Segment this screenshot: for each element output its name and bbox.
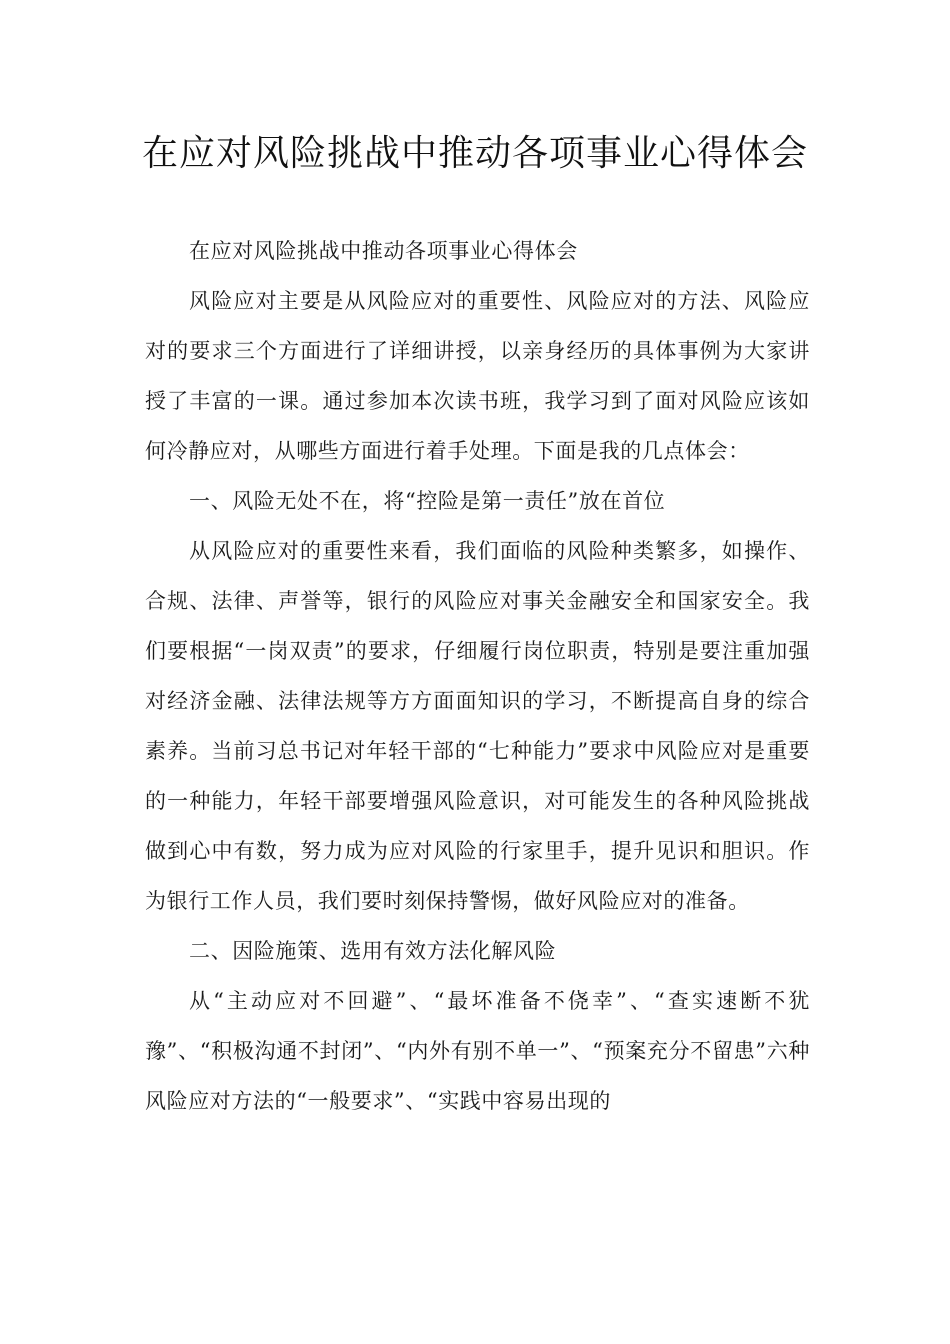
document-title: 在应对风险挑战中推动各项事业心得体会 <box>141 133 808 174</box>
paragraph-section-1: 从风险应对的重要性来看，我们面临的风险种类繁多，如操作、合规、法律、声誉等，银行的风险应对事关金融安全和国家安全。我们要根据“一岗双责”的要求，仔细履行岗位职责，特别是要注重加强对经济金融、法律法规等方方面面知识的学习，不断提高自身的综合素养。当前习总书记对年轻干部的“七种能力”要求中风险应对是重要的一种能力，年轻干部要增强风险意识，对可能发生的各种风险挑战做到心中有数，努力成为应对风险的行家里手，提升见识和胆识。作为银行工作人员，我们要时刻保持警惕，做好风险应对的准备。 <box>145 539 810 913</box>
paragraph-intro: 风险应对主要是从风险应对的重要性、风险应对的方法、风险应对的要求三个方面进行了详细讲授，以亲身经历的具体事例为大家讲授了丰富的一课。通过参加本次读书班，我学习到了面对风险应该如何冷静应对，从哪些方面进行着手处理。下面是我的几点体会： <box>145 289 810 463</box>
paragraph-subtitle: 在应对风险挑战中推动各项事业心得体会 <box>189 239 578 263</box>
section-heading-2: 二、因险施策、选用有效方法化解风险 <box>189 939 557 963</box>
document-body <box>145 226 810 1126</box>
section-heading-1: 一、风险无处不在，将“控险是第一责任”放在首位 <box>189 489 666 513</box>
paragraph-section-2: 从“主动应对不回避”、“最坏准备不侥幸”、“查实速断不犹豫”、“积极沟通不封闭”、“内外有别不单一”、“预案充分不留患”六种风险应对方法的“一般要求”、“实践中容易出现的 <box>145 989 810 1113</box>
